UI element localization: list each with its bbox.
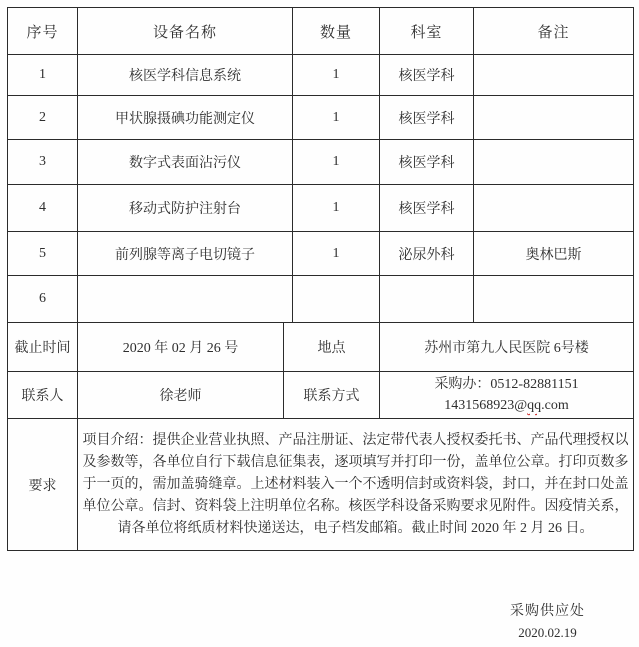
cell-serial: 4 — [8, 185, 78, 232]
deadline-value: 2020 年 02 月 26 号 — [78, 323, 284, 372]
cell-quantity — [293, 276, 380, 323]
equipment-procurement-table — [7, 7, 634, 551]
deadline-row — [8, 323, 634, 372]
table-row — [8, 185, 634, 232]
place-value: 苏州市第九人民医院 6号楼 — [380, 323, 634, 372]
cell-serial: 1 — [8, 55, 78, 96]
cell-quantity: 1 — [293, 185, 380, 232]
cell-serial: 5 — [8, 232, 78, 276]
cell-department: 核医学科 — [380, 140, 474, 185]
requirements-row — [8, 419, 634, 551]
header-serial: 序号 — [8, 8, 78, 55]
requirements-label: 要求 — [8, 419, 78, 551]
cell-remarks — [474, 55, 634, 96]
cell-equipment-name — [78, 276, 293, 323]
contact-row — [8, 372, 634, 419]
cell-quantity: 1 — [293, 232, 380, 276]
signature-date: 2020.02.19 — [518, 625, 577, 640]
cell-quantity: 1 — [293, 140, 380, 185]
cell-equipment-name: 前列腺等离子电切镜子 — [78, 232, 293, 276]
cell-remarks: 奥林巴斯 — [474, 232, 634, 276]
cell-equipment-name: 核医学科信息系统 — [78, 55, 293, 96]
header-remarks: 备注 — [474, 8, 634, 55]
cell-remarks — [474, 96, 634, 140]
cell-equipment-name: 甲状腺摄碘功能测定仪 — [78, 96, 293, 140]
requirements-text: 项目介绍：提供企业营业执照、产品注册证、法定带代表人授权委托书、产品代理授权以及参数等，各单位自行下载信息征集表，逐项填写并打印一份，盖单位公章。打印页数多于一页的，需加盖骑缝章。上述材料装入一个不透明信封或资料袋，封口，并在封口处盖单位公章。信封、资料袋上注明单位名称。核医学科设备采购要求见附件。因疫情关系，请各单位将纸质材料快递送达，电子档发邮箱。截止时间 2020 年 2 月 26 日。 — [78, 419, 634, 551]
header-equipment-name: 设备名称 — [78, 8, 293, 55]
contact-email-flagged: qq — [527, 398, 542, 413]
cell-quantity: 1 — [293, 96, 380, 140]
signature-department: 采购供应处 — [510, 604, 585, 619]
cell-serial: 6 — [8, 276, 78, 323]
place-label: 地点 — [284, 323, 380, 372]
cell-serial: 2 — [8, 96, 78, 140]
cell-remarks — [474, 276, 634, 323]
cell-department: 核医学科 — [380, 55, 474, 96]
cell-serial: 3 — [8, 140, 78, 185]
cell-remarks — [474, 185, 634, 232]
contact-name: 徐老师 — [78, 372, 284, 419]
contact-method-value — [380, 372, 634, 419]
header-quantity: 数量 — [293, 8, 380, 55]
table-header-row — [8, 8, 634, 55]
cell-department: 核医学科 — [380, 185, 474, 232]
cell-department: 核医学科 — [380, 96, 474, 140]
cell-remarks — [474, 140, 634, 185]
table-row — [8, 232, 634, 276]
cell-department: 泌尿外科 — [380, 232, 474, 276]
table-row — [8, 55, 634, 96]
header-department: 科室 — [380, 8, 474, 55]
table-row — [8, 140, 634, 185]
table-row — [8, 276, 634, 323]
cell-equipment-name: 数字式表面沾污仪 — [78, 140, 293, 185]
contact-method-label: 联系方式 — [284, 372, 380, 419]
contact-email-prefix: 1431568923@ — [444, 398, 528, 413]
cell-equipment-name: 移动式防护注射台 — [78, 185, 293, 232]
cell-department — [380, 276, 474, 323]
cell-quantity: 1 — [293, 55, 380, 96]
contact-email — [383, 395, 630, 416]
signature-block — [510, 601, 585, 643]
contact-phone: 采购办：0512-82881151 — [434, 377, 579, 392]
contact-email-suffix: .com — [541, 398, 569, 413]
table-row — [8, 96, 634, 140]
contact-label: 联系人 — [8, 372, 78, 419]
deadline-label: 截止时间 — [8, 323, 78, 372]
